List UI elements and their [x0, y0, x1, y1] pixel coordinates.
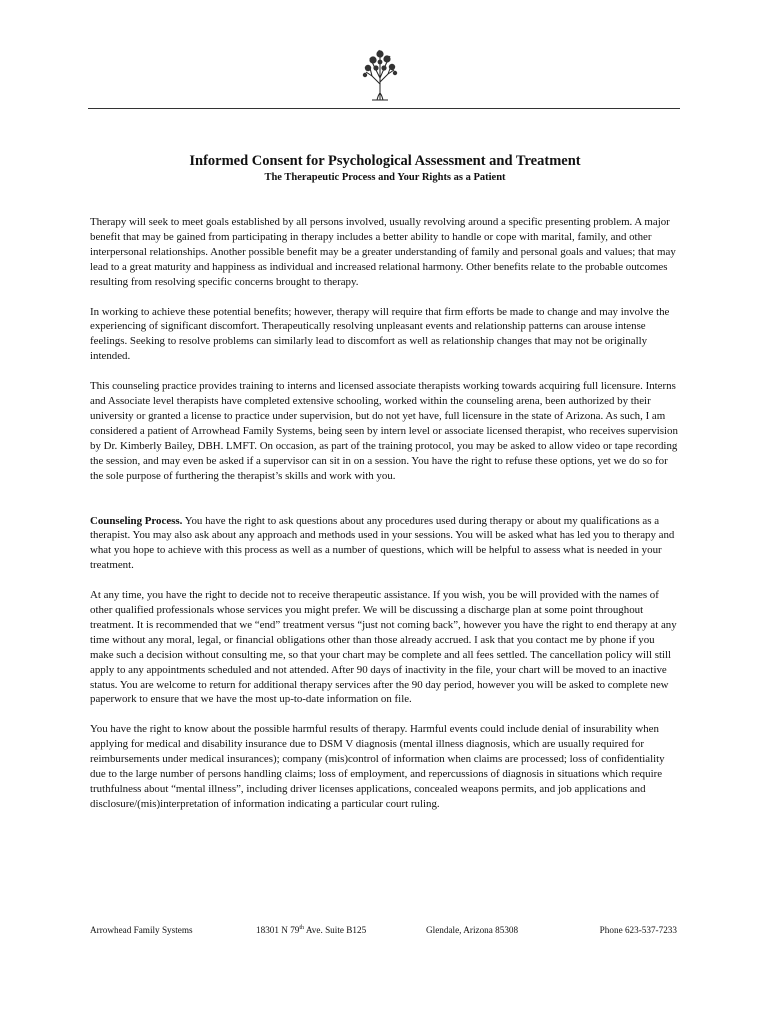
footer-company: Arrowhead Family Systems: [90, 925, 193, 935]
footer-address: 18301 N 79th Ave. Suite B125: [256, 924, 367, 935]
document-body: [90, 215, 680, 827]
footer-city: Glendale, Arizona 85308: [426, 925, 519, 935]
counseling-process-heading: Counseling Process.: [90, 514, 183, 527]
paragraph-right-to-decline: At any time, you have the right to decide not to receive therapeutic assistance. If you wish, you be will provided with the names of other qualified professionals whose services you might prefer. We will be discussing a discharge plan at some point throughout treatment. It is recommended that we “end” treatment versus “just not coming back”, however you have the right to end therapy at any time without any moral, legal, or financial obligations other than those already accrued. I ask that you contact me by phone if you make such a decision without consulting me, so that your chart may be complete and all fees settled. The cancellation policy will still apply to any appointments scheduled and not attended. After 90 days of inactivity in the file, your chart will be moved to an inactive status. You are welcome to return for additional therapy services after the 90 day period, however you will be asked to complete new paperwork to ensure that we have the most up-to-date information on file.: [90, 589, 677, 706]
paragraph-harmful-results: You have the right to know about the possible harmful results of therapy. Harmful events could include denial of insurability when applying for medical and disability insurance due to DSM V diagnosis (mental illness diagnosis, which are usually required for reimbursements under medical insurances); company (mis)control of information when claims are processed; loss of confidentiality due to the large number of persons handling claims; loss of employment, and repercussions of diagnosis in situations which require truthfulness about “mental illness”, including driver licenses applications, concealed weapons permits, and job applications and disclosure/(mis)interpretation of information indicating a particular court ruling.: [90, 723, 665, 810]
document-title: Informed Consent for Psychological Assessment and Treatment: [189, 153, 581, 169]
paragraph-benefits: Therapy will seek to meet goals established by all persons involved, usually revolving around a specific presenting problem. A major benefit that may be gained from participating in therapy includes a better ability to handle or cope with marital, family, and other interpersonal relationships. Another possible benefit may be a greater understanding of family and personal goals and values; that may lead to a great maturity and happiness as individual and increased relational harmony. Other benefits relate to the probable outcomes resulting from resolving specific concerns brought to therapy.: [90, 216, 676, 288]
counseling-process-text: You have the right to ask questions about any procedures used during therapy or about my qualifications as a therapist. You may also ask about any approach and methods used in your sessions. You will be asked what has led you to therapy and what you hope to achieve with this process as well as a number of questions, which will be helpful to assess what is needed in your treatment.: [90, 514, 675, 572]
header-divider: [88, 108, 680, 109]
paragraph-counseling-process: [90, 514, 680, 574]
tree-icon: [360, 48, 400, 102]
paragraph-training: This counseling practice provides training to interns and licensed associate therapists working towards acquiring full licensure. Interns and Associate level therapists have completed extensive schooling, worked within the counseling arena, been authorized by their university or granted a license to practice under supervision, but do not yet have, full licensure in the state of Arizona. As such, I am considered a patient of Arrowhead Family Systems, being seen by intern level or associate licensed therapist, who receives supervision by Dr. Kimberly Bailey, DBH. LMFT. On occasion, as part of the training protocol, you may be asked to allow video or tape recording the session, and may even be asked if a supervisor can sit in on a session. You have the right to refuse these options, yet we do so for the sole purpose of furthering the therapist’s skills and work with you.: [90, 380, 678, 482]
document-subtitle: The Therapeutic Process and Your Rights as a Patient: [264, 172, 506, 183]
paragraph-discomfort: In working to achieve these potential benefits; however, therapy will require that firm efforts be made to change and may involve the experiencing of significant discomfort. Therapeutically resolving unpleasant events and relationship patterns can arouse intense feelings. Seeking to resolve problems can similarly lead to discomfort as well as relationship changes that may not be originally intended.: [90, 305, 670, 363]
footer-phone: Phone 623-537-7233: [599, 925, 677, 935]
